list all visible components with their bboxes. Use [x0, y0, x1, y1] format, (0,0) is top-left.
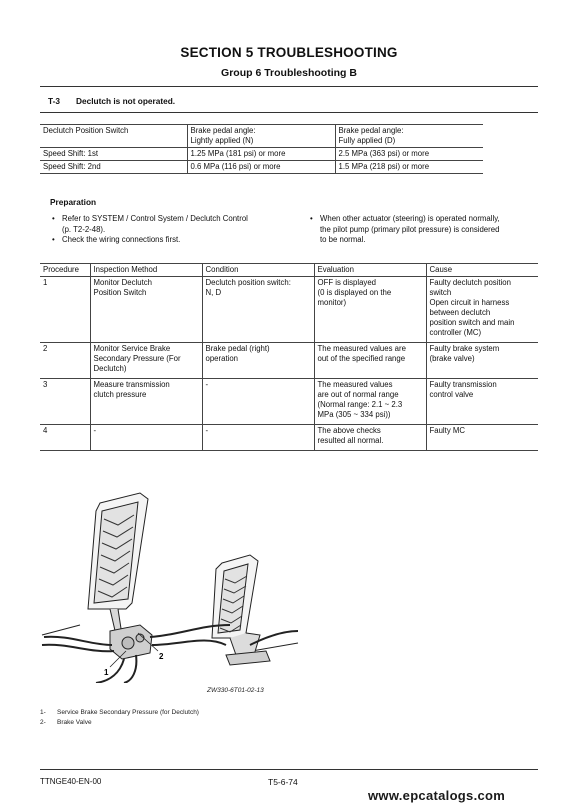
- switch-table-row: [40, 148, 483, 161]
- switch-pressure-table: [40, 124, 483, 174]
- problem-heading: [48, 96, 175, 106]
- procedure-table-row: [40, 425, 538, 451]
- bullet-icon: •: [310, 214, 313, 223]
- document-code: TTNGE40-EN-00: [40, 777, 102, 786]
- procedure-column-header: Procedure: [40, 264, 90, 277]
- switch-table-cell: 1.5 MPa (218 psi) or more: [335, 161, 483, 174]
- procedure-table-cell: 4: [40, 425, 90, 451]
- preparation-bullet: [310, 214, 540, 246]
- procedure-table-cell: Brake pedal (right) operation: [202, 343, 314, 379]
- problem-code: T-3: [48, 96, 60, 106]
- bullet-icon: •: [52, 235, 55, 244]
- switch-table-cell: Speed Shift: 2nd: [40, 161, 187, 174]
- preparation-right-list: [310, 214, 540, 246]
- switch-table-row: [40, 125, 483, 148]
- procedure-table-cell: Faulty brake system (brake valve): [426, 343, 538, 379]
- legend-item-2: [40, 719, 92, 726]
- footer-rule: [40, 769, 538, 770]
- switch-table-cell: Speed Shift: 1st: [40, 148, 187, 161]
- procedure-table-cell: The measured values are out of the specified range: [314, 343, 426, 379]
- procedure-table: [40, 263, 538, 451]
- procedure-table-cell: 2: [40, 343, 90, 379]
- section-title: SECTION 5 TROUBLESHOOTING: [180, 45, 398, 60]
- preparation-title: Preparation: [50, 197, 97, 207]
- preparation-bullet-text: Check the wiring connections first.: [62, 235, 181, 244]
- legend-item-1: [40, 709, 199, 716]
- page-number: T5-6-74: [268, 777, 298, 787]
- problem-title: Declutch is not operated.: [76, 96, 176, 106]
- preparation-left-list: [52, 214, 307, 246]
- switch-table-cell: 0.6 MPa (116 psi) or more: [187, 161, 335, 174]
- legend-number: 1-: [40, 709, 46, 716]
- switch-table-cell: Brake pedal angle: Lightly applied (N): [187, 125, 335, 148]
- procedure-table-cell: Monitor Declutch Position Switch: [90, 277, 202, 343]
- procedure-table-cell: Faulty transmission control valve: [426, 379, 538, 425]
- procedure-table-cell: Monitor Service Brake Secondary Pressure (For Declutch): [90, 343, 202, 379]
- procedure-table-cell: -: [90, 425, 202, 451]
- procedure-table-header: [40, 264, 538, 277]
- procedure-column-header: Cause: [426, 264, 538, 277]
- switch-table-cell: Brake pedal angle: Fully applied (D): [335, 125, 483, 148]
- problem-rule: [40, 112, 538, 113]
- procedure-table-cell: Measure transmission clutch pressure: [90, 379, 202, 425]
- brake-pedal-figure: [40, 485, 300, 683]
- figure-code: ZW330-6T01-02-13: [207, 687, 264, 694]
- switch-table-cell: 1.25 MPa (181 psi) or more: [187, 148, 335, 161]
- procedure-table-row: [40, 343, 538, 379]
- switch-table-cell: 2.5 MPa (363 psi) or more: [335, 148, 483, 161]
- preparation-bullet-text: When other actuator (steering) is operated normally, the pilot pump (primary pilot pressure) is considered to be normal.: [320, 214, 500, 244]
- callout-1: 1: [104, 668, 109, 677]
- watermark: www.epcatalogs.com: [368, 788, 506, 803]
- procedure-table-row: [40, 379, 538, 425]
- procedure-table-cell: Faulty MC: [426, 425, 538, 451]
- legend-text: Service Brake Secondary Pressure (for Declutch): [57, 709, 199, 716]
- procedure-column-header: Condition: [202, 264, 314, 277]
- bullet-icon: •: [52, 214, 55, 223]
- procedure-table-cell: 3: [40, 379, 90, 425]
- preparation-bullet-text: Refer to SYSTEM / Control System / Declutch Control (p. T2-2-48).: [62, 214, 248, 234]
- callout-2: 2: [159, 652, 164, 661]
- procedure-table-cell: -: [202, 379, 314, 425]
- procedure-column-header: Inspection Method: [90, 264, 202, 277]
- preparation-bullet: [52, 235, 307, 246]
- switch-table-row: [40, 161, 483, 174]
- procedure-column-header: Evaluation: [314, 264, 426, 277]
- procedure-table-cell: The measured values are out of normal range (Normal range: 2.1 ~ 2.3 MPa (305 ~ 334 psi)): [314, 379, 426, 425]
- switch-table-cell: Declutch Position Switch: [40, 125, 187, 148]
- preparation-bullet: [52, 214, 307, 235]
- header-rule: [40, 86, 538, 87]
- procedure-table-cell: 1: [40, 277, 90, 343]
- procedure-table-cell: The above checks resulted all normal.: [314, 425, 426, 451]
- legend-number: 2-: [40, 719, 46, 726]
- group-title: Group 6 Troubleshooting B: [221, 67, 357, 79]
- legend-text: Brake Valve: [57, 719, 92, 726]
- procedure-table-cell: -: [202, 425, 314, 451]
- procedure-table-cell: Faulty declutch position switch Open circuit in harness between declutch position switch and main controller (MC): [426, 277, 538, 343]
- procedure-table-row: [40, 277, 538, 343]
- procedure-table-cell: OFF is displayed (0 is displayed on the monitor): [314, 277, 426, 343]
- procedure-table-cell: Declutch position switch: N, D: [202, 277, 314, 343]
